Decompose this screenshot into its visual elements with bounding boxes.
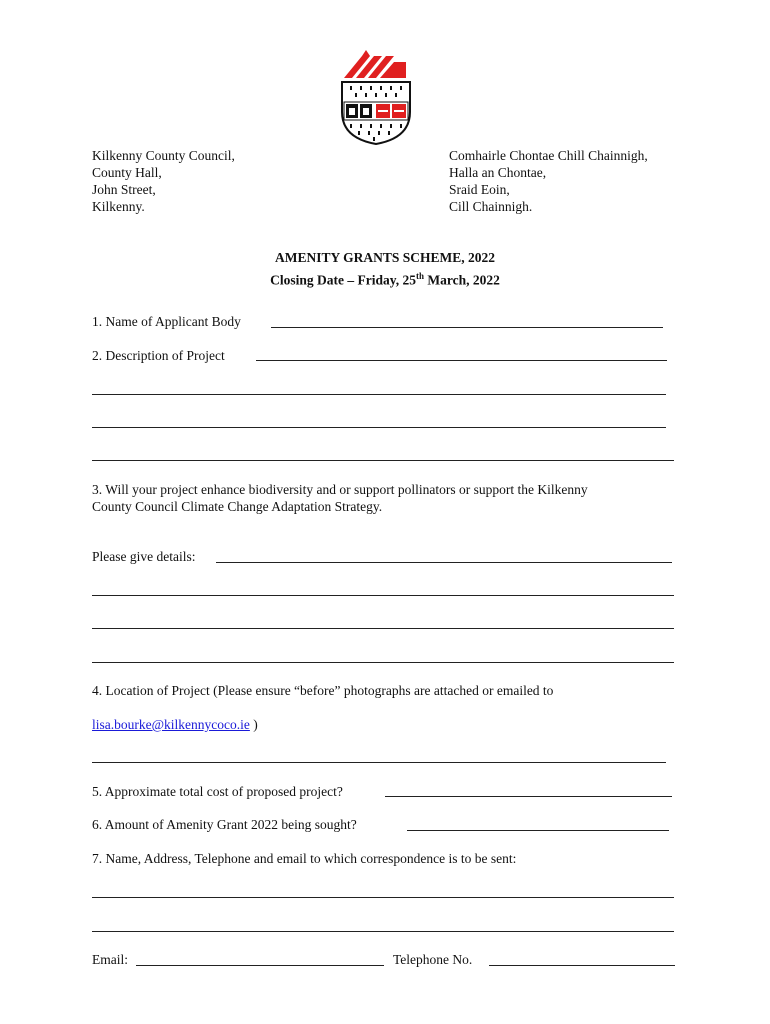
closing-date-prefix: Closing Date – Friday, 25 — [270, 272, 416, 288]
address-line: Cill Chainnigh. — [449, 199, 533, 214]
address-line: Sraid Eoin, — [449, 182, 510, 197]
q7-label: 7. Name, Address, Telephone and email to which correspondence is to be sent: — [92, 851, 517, 866]
address-line: Kilkenny County Council, — [92, 148, 235, 163]
form-heading — [0, 249, 770, 290]
address-irish — [449, 147, 648, 215]
closing-date — [0, 267, 770, 290]
biodiversity-details-line[interactable] — [92, 662, 674, 663]
biodiversity-details-line[interactable] — [92, 595, 674, 596]
address-line: Halla an Chontae, — [449, 165, 547, 180]
applicant-body-field[interactable] — [271, 327, 663, 328]
address-line: John Street, — [92, 182, 156, 197]
q4-close-paren: ) — [253, 717, 258, 732]
biodiversity-details-line[interactable] — [92, 628, 674, 629]
form-title: AMENITY GRANTS SCHEME, 2022 — [274, 250, 496, 265]
project-description-line[interactable] — [92, 394, 666, 395]
address-line: Comhairle Chontae Chill Chainnigh, — [449, 148, 648, 163]
contact-email-link[interactable]: lisa.bourke@kilkennycoco.ie — [92, 717, 250, 732]
q3-label-line2: County Council Climate Change Adaptation Strategy. — [92, 499, 383, 514]
telephone-field[interactable] — [489, 965, 675, 966]
correspondence-line[interactable] — [92, 897, 674, 898]
address-english — [92, 147, 235, 215]
total-cost-field[interactable] — [385, 796, 672, 797]
closing-date-sup: th — [416, 271, 425, 281]
email-label: Email: — [92, 952, 128, 967]
q1-label: 1. Name of Applicant Body — [92, 314, 241, 329]
closing-date-suffix: March, 2022 — [424, 272, 500, 288]
project-description-line[interactable] — [92, 460, 674, 461]
q3-details-label: Please give details: — [92, 549, 196, 564]
telephone-label: Telephone No. — [393, 952, 473, 967]
q5-label: 5. Approximate total cost of proposed project? — [92, 784, 343, 799]
q4-email-row — [92, 716, 258, 733]
project-description-field[interactable] — [256, 360, 667, 361]
q4-label: 4. Location of Project (Please ensure “before” photographs are attached or emailed to — [92, 683, 554, 698]
project-location-field[interactable] — [92, 762, 666, 763]
q6-label: 6. Amount of Amenity Grant 2022 being sought? — [92, 817, 357, 832]
council-crest-icon — [336, 50, 416, 146]
address-line: County Hall, — [92, 165, 162, 180]
q2-label: 2. Description of Project — [92, 348, 225, 363]
grant-amount-field[interactable] — [407, 830, 669, 831]
project-description-line[interactable] — [92, 427, 666, 428]
q3-label-line1: 3. Will your project enhance biodiversity and or support pollinators or support the Kilkenny — [92, 482, 588, 497]
email-field[interactable] — [136, 965, 384, 966]
biodiversity-details-field[interactable] — [216, 562, 672, 563]
address-line: Kilkenny. — [92, 199, 145, 214]
correspondence-line[interactable] — [92, 931, 674, 932]
